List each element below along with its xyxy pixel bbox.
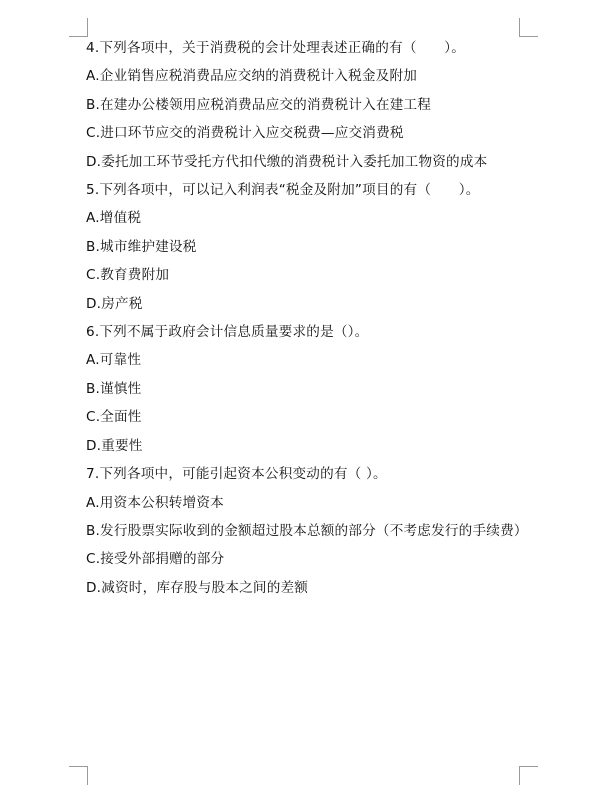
question-5-option-a: A.增值税 [86, 210, 142, 227]
question-4-stem: 4.下列各项中，关于消费税的会计处理表述正确的有（ ）。 [86, 40, 465, 56]
question-7-option-b: B.发行股票实际收到的金额超过股本总额的部分（不考虑发行的手续费） [86, 522, 528, 539]
question-7-option-a: A.用资本公积转增资本 [86, 494, 224, 511]
question-4-option-b: B.在建办公楼领用应税消费品应交的消费税计入在建工程 [86, 96, 432, 113]
question-6-stem: 6.下列不属于政府会计信息质量要求的是（）。 [86, 324, 369, 341]
question-5-option-c: C.教育费附加 [86, 267, 170, 284]
question-6-option-a: A.可靠性 [86, 352, 142, 369]
question-5-stem: 5.下列各项中，可以记入利润表“税金及附加”项目的有（ ）。 [86, 182, 480, 199]
page-corner-mark-bottom-left [69, 766, 88, 785]
question-4-option-c: C.进口环节应交的消费税计入应交税费—应交消费税 [86, 125, 404, 142]
question-7-stem: 7.下列各项中，可能引起资本公积变动的有（ ）。 [86, 466, 387, 483]
question-5-option-b: B.城市维护建设税 [86, 238, 197, 255]
question-4-option-d: D.委托加工环节受托方代扣代缴的消费税计入委托加工物资的成本 [86, 153, 488, 170]
page-corner-mark-bottom-right [519, 766, 538, 785]
question-6-option-b: B.谨慎性 [86, 380, 142, 397]
question-5-option-d: D.房产税 [86, 295, 143, 312]
question-7-option-d: D.减资时，库存股与股本之间的差额 [86, 579, 309, 596]
question-6-option-d: D.重要性 [86, 437, 143, 454]
document-body [86, 34, 526, 602]
question-7-option-c: C.接受外部捐赠的部分 [86, 551, 225, 568]
question-4-option-a: A.企业销售应税消费品应交纳的消费税计入税金及附加 [86, 68, 418, 85]
question-6-option-c: C.全面性 [86, 409, 142, 426]
